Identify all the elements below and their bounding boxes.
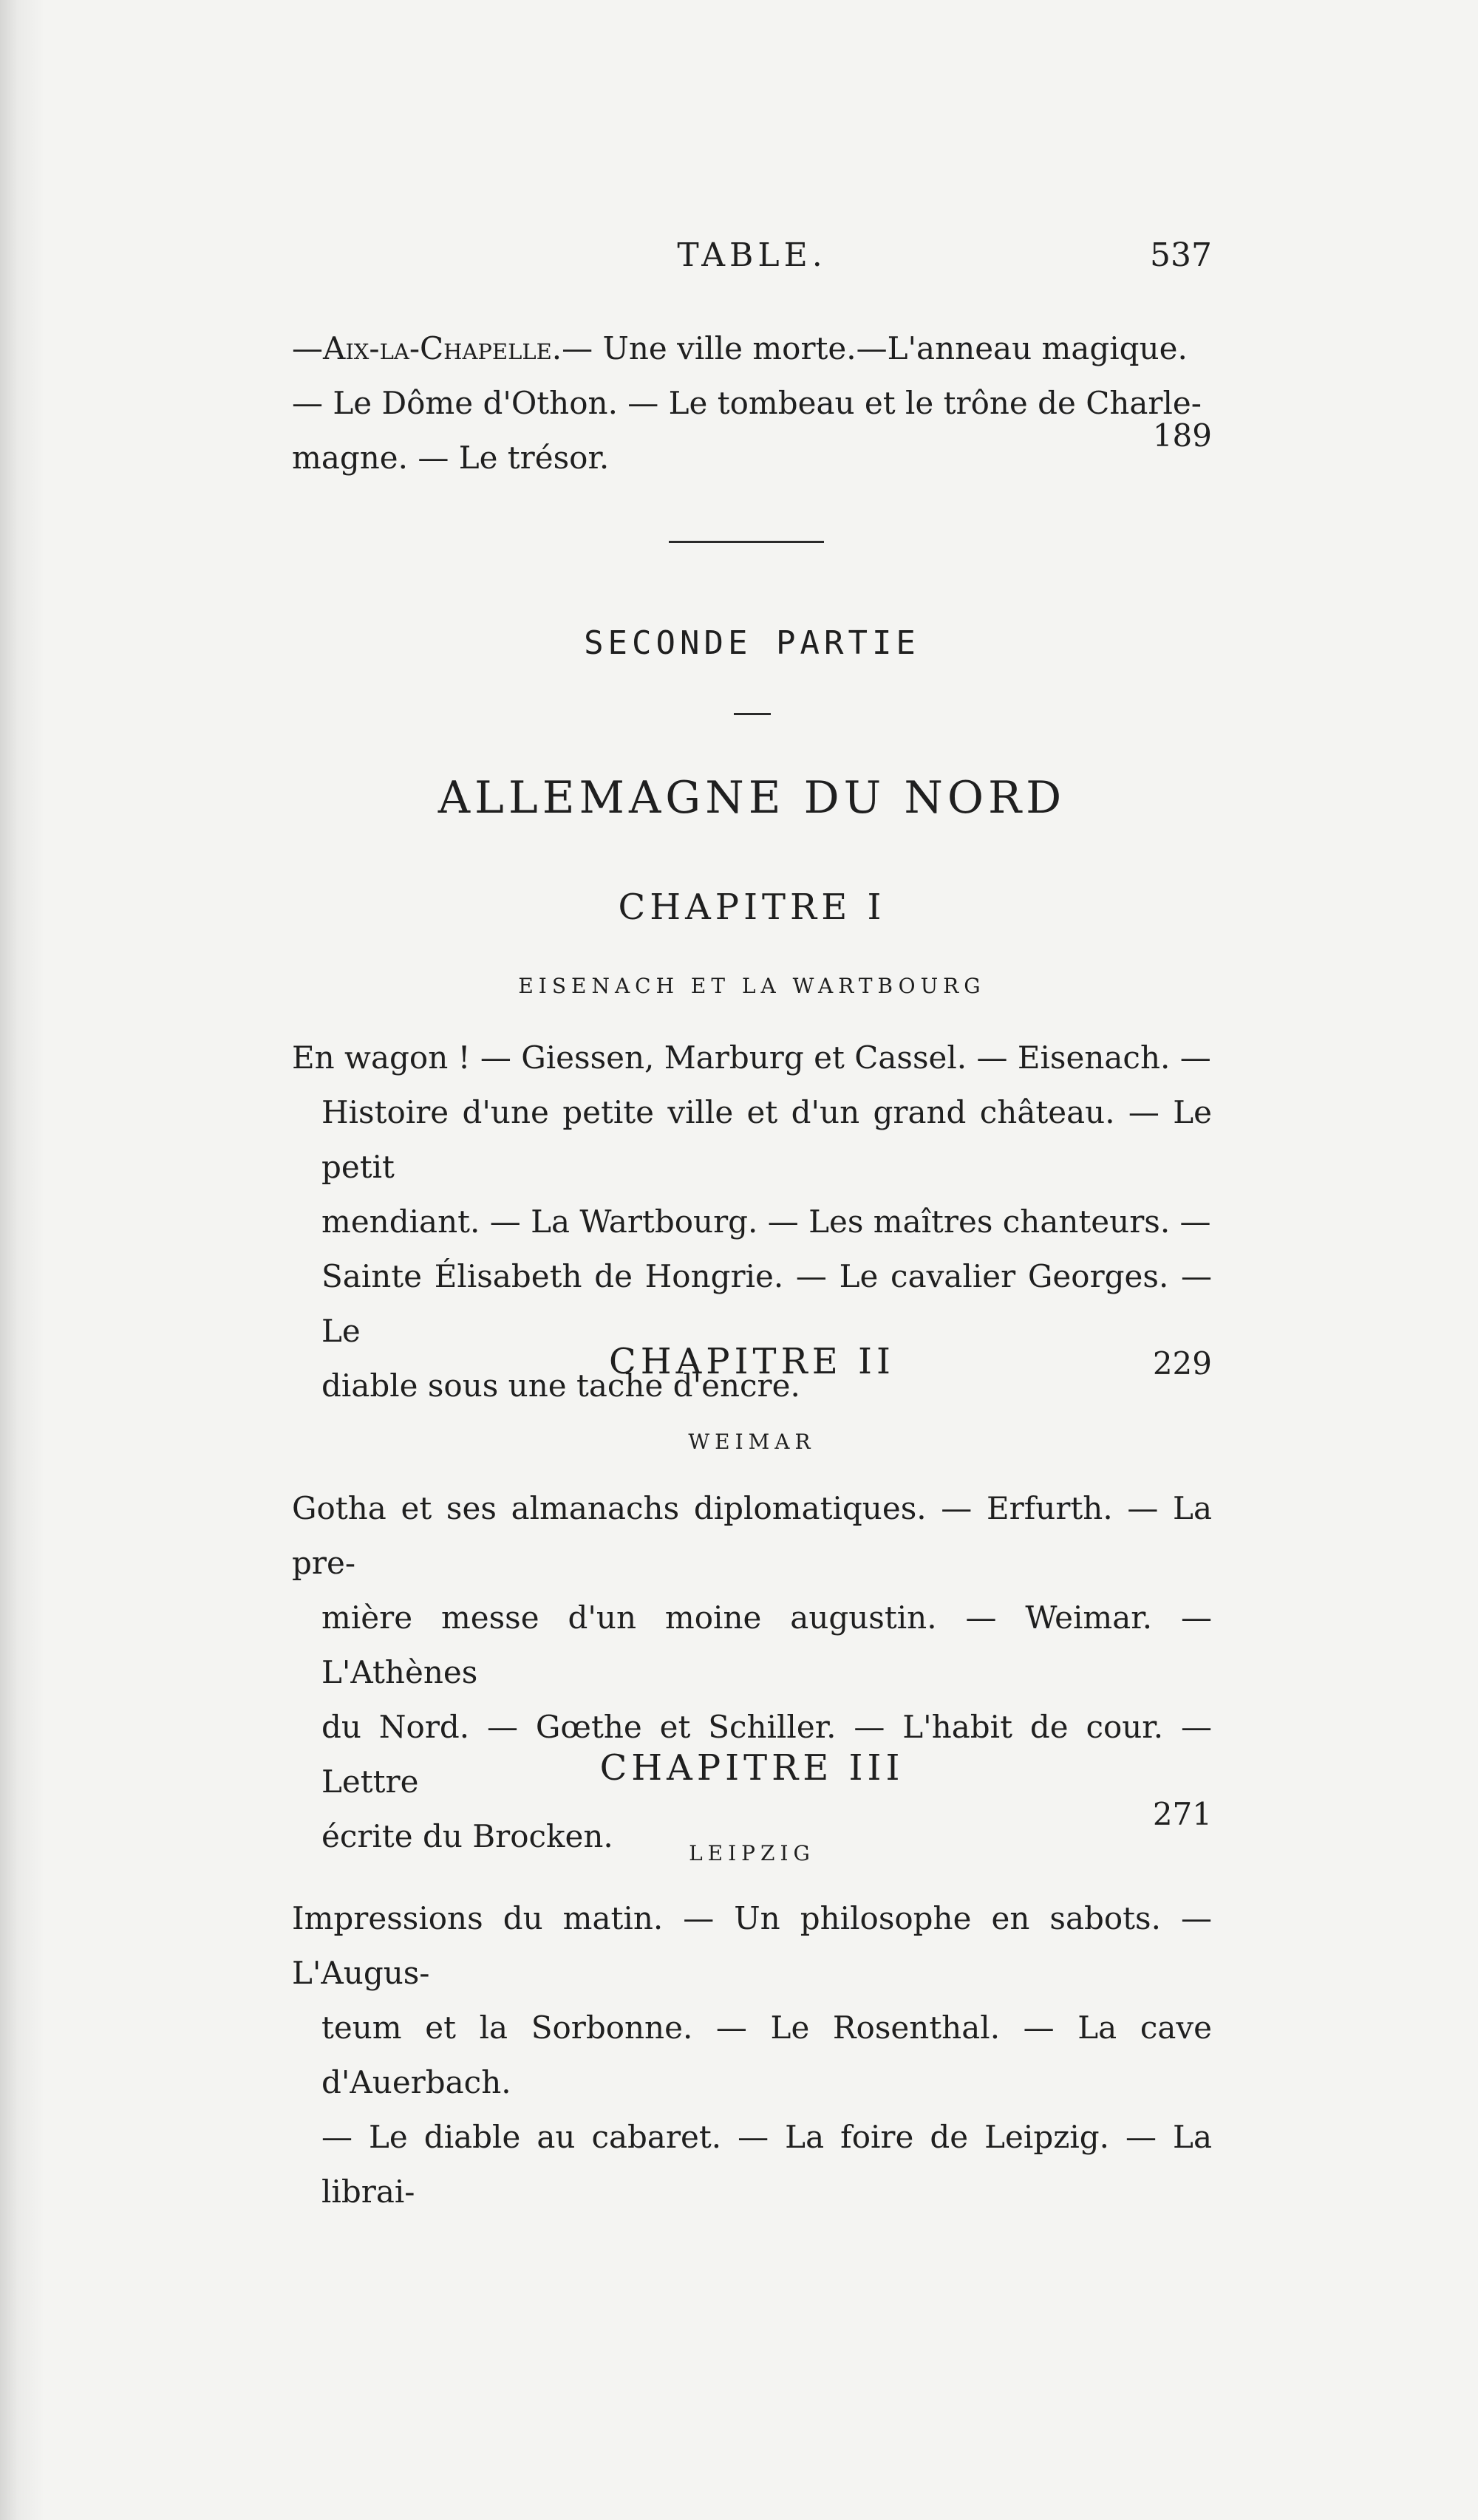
toc-entry-place: Aix-la-Chapelle. — [323, 330, 562, 366]
toc-entry-line: mière messe d'un moine augustin. — Weimar. — L'Athènes — [321, 1599, 1212, 1690]
toc-entry-text: diable sous une tache d'encre. — [321, 1367, 800, 1404]
toc-entry-chapter-2 — [292, 1481, 1212, 1864]
toc-entry-line: En wagon ! — Giessen, Marburg et Cassel. — Eisenach. — — [292, 1039, 1211, 1076]
toc-entry-line: — Le Dôme d'Othon. — Le tombeau et le trône de Charle- — [292, 385, 1202, 421]
part-title: ALLEMAGNE DU NORD — [437, 772, 1066, 824]
toc-entry-chapter-3 — [292, 1891, 1212, 2219]
toc-entry-line: teum et la Sorbonne. — Le Rosenthal. — La cave d'Auerbach. — [321, 2009, 1212, 2100]
chapter-subtitle: WEIMAR — [688, 1430, 816, 1454]
short-divider-rule — [734, 713, 771, 715]
running-title: TABLE. — [677, 236, 827, 274]
book-page — [292, 222, 1212, 2364]
toc-entry-text: magne. — Le trésor. — [292, 440, 610, 476]
toc-entry-line — [292, 417, 1212, 485]
chapter-heading: CHAPITRE II — [609, 1341, 895, 1382]
toc-entry-line: —Aix-la-Chapelle.— Une ville morte.—L'anneau magique. — [292, 330, 1188, 366]
chapter-subtitle: EISENACH ET LA WARTBOURG — [518, 974, 986, 998]
toc-entry-line: Sainte Élisabeth de Hongrie. — Le cavalier Georges. — Le — [321, 1258, 1212, 1349]
toc-entry-line: du Nord. — Gœthe et Schiller. — L'habit de cour. — Lettre — [321, 1709, 1212, 1800]
toc-entry-line: — Le diable au cabaret. — La foire de Leipzig. — La librai- — [321, 2119, 1212, 2210]
chapter-heading: CHAPITRE I — [618, 887, 886, 928]
toc-entry-line: mendiant. — La Wartbourg. — Les maîtres chanteurs. — — [321, 1203, 1211, 1240]
toc-entry-text: — Une ville morte.—L'anneau magique. — [562, 330, 1188, 366]
toc-entry-aix-la-chapelle — [292, 321, 1212, 485]
toc-entry-line: Histoire d'une petite ville et d'un grand château. — Le petit — [321, 1094, 1212, 1185]
page-number: 537 — [1150, 236, 1212, 274]
running-head — [292, 236, 1212, 281]
part-label: SECONDE PARTIE — [584, 624, 920, 662]
chapter-subtitle: LEIPZIG — [689, 1841, 815, 1865]
section-divider-rule — [669, 541, 824, 543]
chapter-heading: CHAPITRE III — [599, 1747, 905, 1789]
toc-entry-text: écrite du Brocken. — [321, 1818, 613, 1854]
toc-entry-line: Impressions du matin. — Un philosophe en sabots. — L'Augus- — [292, 1900, 1212, 1991]
toc-page-ref: 189 — [1152, 417, 1212, 454]
page-binding-edge — [0, 0, 44, 2520]
toc-entry-line: Gotha et ses almanachs diplomatiques. — Erfurth. — La pre- — [292, 1490, 1212, 1581]
toc-page-ref: 229 — [1152, 1345, 1212, 1382]
toc-page-ref: 271 — [1152, 1796, 1212, 1832]
